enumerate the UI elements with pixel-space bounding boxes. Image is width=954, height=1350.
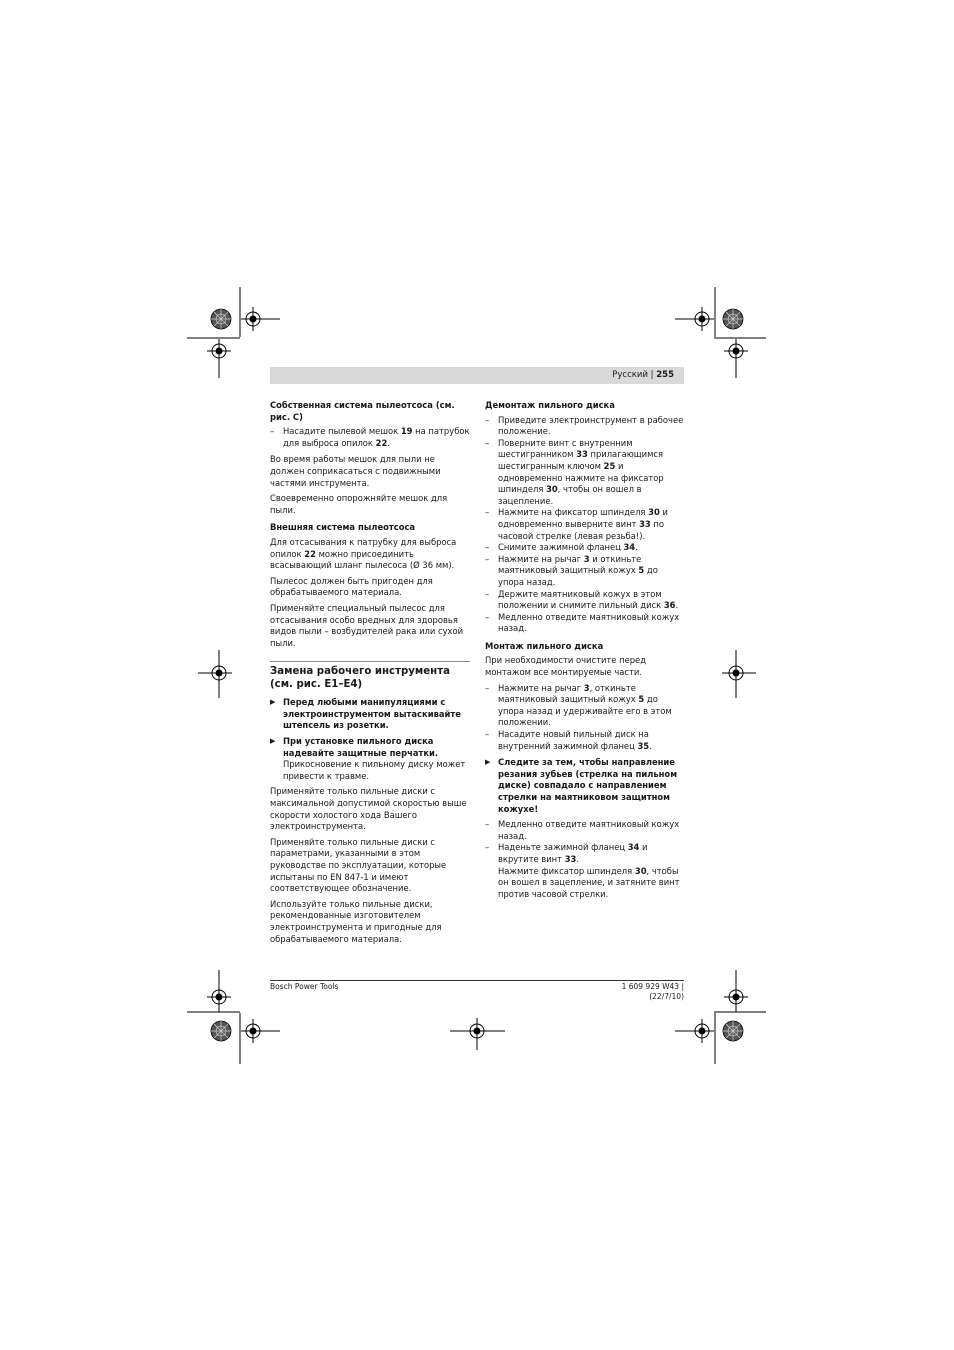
header-language: Русский (612, 370, 648, 380)
part-number: 35 (637, 740, 650, 751)
item-text: , чтобы он вошел в зацепление. (498, 484, 642, 506)
list-item (485, 415, 685, 438)
crop-mark-top (187, 287, 766, 378)
part-number: 33 (576, 449, 588, 460)
triangle-right-icon: ▶ (485, 758, 491, 767)
warning-text: Следите за тем, чтобы направление резания зубьев (стрелка на пильном диске) совпадало с направлением стрелки на маятниковом защитном кожухе! (498, 757, 678, 814)
list-item (270, 426, 470, 449)
paragraph: Своевременно опорожняйте мешок для пыли. (270, 493, 448, 515)
section-heading: Демонтаж пильного диска (485, 400, 615, 410)
section-heading: Собственная система пылеотсоса (см. рис. C) (270, 400, 455, 422)
part-number: 3 (583, 682, 590, 693)
dash-icon: – (485, 729, 490, 740)
part-number: 3 (583, 553, 590, 564)
list-item (485, 554, 685, 589)
list-item (485, 589, 685, 612)
item-text: . (576, 853, 580, 864)
part-number: 5 (638, 565, 645, 576)
item-text: до упора назад и удерживайте его в этом положении. (498, 694, 672, 728)
part-number: 36 (663, 600, 676, 611)
footer-rule (270, 980, 684, 981)
paragraph: Пылесос должен быть пригоден для обрабатываемого материала. (270, 575, 433, 598)
part-number: 30 (634, 865, 647, 876)
part-number: 30 (546, 484, 558, 495)
paragraph (270, 537, 470, 572)
list-item (485, 612, 685, 635)
triangle-right-icon: ▶ (270, 698, 276, 707)
part-number: 25 (603, 460, 616, 471)
instruction-list (485, 415, 685, 635)
item-text: по часовой стрелке (левая резьба!). (498, 518, 665, 541)
instruction-list (485, 683, 685, 753)
item-text: до упора назад. (498, 565, 658, 587)
item-text: прилагающимся шестигранным ключом (498, 449, 664, 471)
item-text: на патрубок для выброса опилок (283, 426, 470, 448)
item-text: Нажмите фиксатор шпинделя (498, 865, 635, 876)
dash-icon: – (270, 426, 275, 437)
dash-icon: – (485, 611, 490, 622)
part-number: 34 (623, 542, 636, 553)
paragraph: Во время работы мешок для пыли не должен соприкасаться с подвижными частями инструмента. (270, 454, 441, 488)
part-number: 19 (400, 426, 413, 437)
section-heading: Монтаж пильного диска (485, 640, 604, 651)
chapter-heading: Замена рабочего инструмента (см. рис. E1–E4) (270, 661, 470, 691)
item-text: Медленно отведите маятниковый кожух назад. (498, 611, 680, 634)
warning-text: При установке пильного диска надевайте защитные перчатки. (283, 736, 439, 758)
section-install-saw-blade (485, 641, 685, 900)
dash-icon: – (485, 842, 490, 853)
right-column (485, 400, 685, 906)
paragraph: Используйте только пильные диски, рекомендованные изготовителем электроинструмента и пригодные для обрабатываемого материала. (270, 898, 442, 944)
item-text: Снимите зажимной фланец (498, 542, 624, 553)
footer-doc-id: 1 609 929 W43 | (22/7/10) (621, 982, 684, 1001)
paragraph: Применяйте только пильные диски с максимальной допустимой скоростью выше скорости холостого хода Вашего электроинструмента. (270, 786, 467, 832)
paragraph: При необходимости очистите перед монтажом все монтируемые части. (485, 655, 647, 678)
part-number: 33 (564, 853, 577, 864)
part-number: 33 (639, 518, 651, 529)
section-own-dust-extraction (270, 400, 470, 516)
item-text: и вкрутите винт (498, 842, 648, 864)
list-item (485, 438, 685, 508)
item-text: и откиньте маятниковый защитный кожух (498, 553, 642, 576)
page-number: 255 (656, 370, 674, 380)
part-number: 30 (648, 507, 660, 518)
page-header (270, 367, 684, 384)
item-text: Насадите новый пильный диск на внутренний зажимной фланец (498, 729, 649, 751)
warning-text: Прикосновение к пильному диску может привести к травме. (283, 759, 466, 781)
dash-icon: – (485, 414, 490, 425)
part-number: 5 (638, 694, 645, 705)
warning-item (270, 697, 470, 732)
warning-item (485, 757, 685, 815)
part-number: 34 (627, 842, 640, 853)
dash-icon: – (485, 542, 490, 553)
item-text: . (675, 600, 679, 611)
list-item (485, 842, 685, 900)
instruction-list (485, 819, 685, 900)
item-text: Держите маятниковый кожух в этом положении и снимите пильный диск (498, 588, 664, 611)
item-text: и одновременно нажмите на фиксатор шпинделя (498, 460, 664, 495)
warning-item (270, 736, 470, 782)
triangle-right-icon: ▶ (270, 737, 276, 746)
item-text: Нажмите на рычаг (498, 682, 584, 693)
item-text: , откиньте маятниковый защитный кожух (498, 682, 639, 705)
dash-icon: – (485, 437, 490, 448)
item-text: . (649, 740, 652, 751)
list-item (485, 729, 685, 752)
item-text: Наденьте зажимной фланец (498, 842, 628, 853)
item-text: . (635, 542, 638, 553)
item-text: и одновременно выверните винт (498, 507, 668, 529)
text: можно присоединить всасывающий шланг пылесоса (Ø 36 мм). (270, 548, 455, 571)
dash-icon: – (485, 507, 490, 518)
item-text: , чтобы он вошел в зацепление, и затяните винт против часовой стрелки. (498, 865, 680, 899)
list-item (485, 507, 685, 542)
paragraph: Применяйте специальный пылесос для отсасывания особо вредных для здоровья видов пыли – возбудителей рака или сухой пыли. (270, 602, 464, 648)
list-item (485, 683, 685, 729)
left-column (270, 400, 470, 949)
section-heading: Внешняя система пылеотсоса (270, 522, 416, 533)
part-number: 22 (304, 548, 316, 559)
item-text: Нажмите на рычаг (498, 553, 584, 564)
text: Для отсасывания к патрубку для выброса опилок (270, 536, 457, 559)
item-text: Медленно отведите маятниковый кожух назад. (498, 819, 680, 841)
dash-icon: – (485, 553, 490, 564)
header-text (612, 369, 674, 381)
footer-brand: Bosch Power Tools (270, 982, 339, 991)
instruction-list (270, 426, 470, 449)
dash-icon: – (485, 819, 490, 830)
part-number: 22 (375, 437, 388, 448)
warning-text: Перед любыми манипуляциями с электроинструментом вытаскивайте штепсель из розетки. (283, 697, 461, 731)
dash-icon: – (485, 682, 490, 693)
item-text: Нажмите на фиксатор шпинделя (498, 507, 649, 518)
list-item (485, 542, 685, 554)
section-external-dust-extraction (270, 522, 470, 649)
item-text: Насадите пылевой мешок (283, 426, 401, 437)
item-text: Поверните винт с внутренним шестигранником (498, 437, 633, 460)
item-text: Приведите электроинструмент в рабочее положение. (498, 414, 684, 437)
dash-icon: – (485, 588, 490, 599)
list-item (485, 819, 685, 842)
section-remove-saw-blade (485, 400, 685, 635)
paragraph: Применяйте только пильные диски с параметрами, указанными в этом руководстве по эксплуатации, которые испытаны по EN 847-1 и имеют соответствующее обозначение. (270, 836, 447, 894)
item-text: . (387, 437, 390, 448)
header-separator: | (647, 370, 657, 380)
